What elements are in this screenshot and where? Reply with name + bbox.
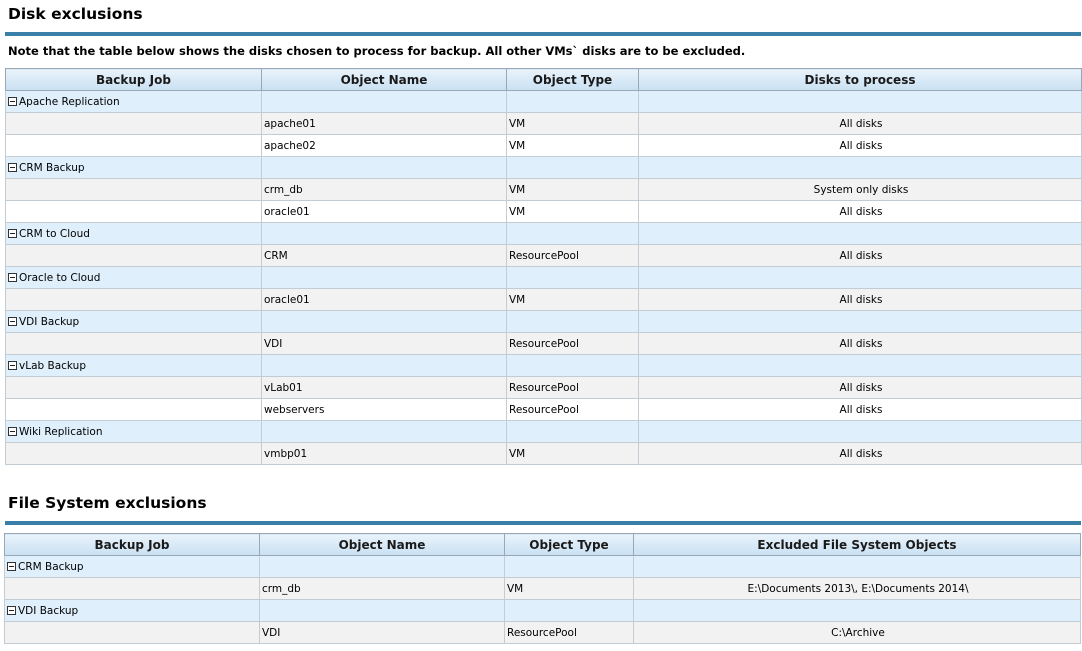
empty-cell	[6, 399, 262, 421]
value-cell: All disks	[639, 113, 1082, 135]
object-name-cell: crm_db	[262, 179, 507, 201]
empty-cell	[639, 157, 1082, 179]
file-system-exclusions-divider	[5, 521, 1081, 525]
group-job-cell	[6, 421, 262, 443]
table-row	[6, 399, 1082, 421]
empty-cell	[262, 223, 507, 245]
value-cell: All disks	[639, 377, 1082, 399]
value-cell: All disks	[639, 443, 1082, 465]
object-name-cell: oracle01	[262, 201, 507, 223]
column-header-object-type[interactable]: Object Type	[505, 534, 634, 556]
object-name-cell: vLab01	[262, 377, 507, 399]
object-type-cell: ResourcePool	[507, 245, 639, 267]
empty-cell	[505, 600, 634, 622]
empty-cell	[6, 135, 262, 157]
group-row	[6, 223, 1082, 245]
empty-cell	[639, 421, 1082, 443]
empty-cell	[6, 113, 262, 135]
empty-cell	[639, 267, 1082, 289]
object-type-cell: VM	[507, 443, 639, 465]
table-row	[6, 135, 1082, 157]
value-cell: All disks	[639, 399, 1082, 421]
collapse-minus-icon[interactable]	[8, 163, 17, 172]
column-header-object-name[interactable]: Object Name	[262, 69, 507, 91]
disk-exclusions-table	[5, 68, 1082, 465]
group-job-label: Oracle to Cloud	[19, 271, 101, 284]
object-name-cell: oracle01	[262, 289, 507, 311]
empty-cell	[262, 421, 507, 443]
empty-cell	[505, 556, 634, 578]
empty-cell	[260, 600, 505, 622]
table-row	[6, 201, 1082, 223]
object-name-cell: CRM	[262, 245, 507, 267]
value-cell: All disks	[639, 333, 1082, 355]
group-job-label: VDI Backup	[19, 315, 80, 328]
group-job-cell	[6, 157, 262, 179]
empty-cell	[262, 267, 507, 289]
table-row	[6, 333, 1082, 355]
object-type-cell: ResourcePool	[507, 377, 639, 399]
object-type-cell: VM	[507, 135, 639, 157]
table-row	[6, 289, 1082, 311]
value-cell: All disks	[639, 289, 1082, 311]
group-row	[6, 311, 1082, 333]
disk-exclusions-note: Note that the table below shows the disks chosen to process for backup. All other VMs` disks are to be excluded.	[8, 44, 746, 58]
object-name-cell: webservers	[262, 399, 507, 421]
table-row	[6, 179, 1082, 201]
empty-cell	[639, 223, 1082, 245]
value-cell: System only disks	[639, 179, 1082, 201]
value-cell: C:\Archive	[634, 622, 1081, 644]
empty-cell	[507, 311, 639, 333]
group-job-label: CRM Backup	[18, 560, 84, 573]
object-type-cell: VM	[507, 289, 639, 311]
object-name-cell: crm_db	[260, 578, 505, 600]
group-row	[6, 157, 1082, 179]
empty-cell	[5, 578, 260, 600]
collapse-minus-icon[interactable]	[8, 361, 17, 370]
column-header-object-type[interactable]: Object Type	[507, 69, 639, 91]
object-type-cell: VM	[507, 113, 639, 135]
object-name-cell: VDI	[262, 333, 507, 355]
column-header-excluded-objects[interactable]: Excluded File System Objects	[634, 534, 1081, 556]
empty-cell	[507, 157, 639, 179]
object-name-cell: VDI	[260, 622, 505, 644]
value-cell: All disks	[639, 201, 1082, 223]
object-name-cell: apache02	[262, 135, 507, 157]
group-job-cell	[6, 91, 262, 113]
collapse-minus-icon[interactable]	[8, 229, 17, 238]
empty-cell	[507, 355, 639, 377]
group-row	[6, 267, 1082, 289]
collapse-minus-icon[interactable]	[7, 606, 16, 615]
empty-cell	[507, 223, 639, 245]
empty-cell	[6, 179, 262, 201]
table-row	[6, 377, 1082, 399]
collapse-minus-icon[interactable]	[8, 97, 17, 106]
group-job-cell	[6, 355, 262, 377]
empty-cell	[6, 377, 262, 399]
empty-cell	[5, 622, 260, 644]
collapse-minus-icon[interactable]	[8, 273, 17, 282]
value-cell: All disks	[639, 245, 1082, 267]
group-job-cell	[5, 556, 260, 578]
disk-exclusions-title: Disk exclusions	[8, 5, 143, 23]
group-job-cell	[6, 311, 262, 333]
empty-cell	[262, 355, 507, 377]
object-name-cell: apache01	[262, 113, 507, 135]
empty-cell	[639, 91, 1082, 113]
empty-cell	[639, 311, 1082, 333]
table-row	[6, 245, 1082, 267]
group-row	[6, 421, 1082, 443]
collapse-minus-icon[interactable]	[7, 562, 16, 571]
column-header-backup-job[interactable]: Backup Job	[6, 69, 262, 91]
empty-cell	[6, 201, 262, 223]
object-type-cell: ResourcePool	[507, 333, 639, 355]
empty-cell	[262, 157, 507, 179]
group-job-cell	[6, 223, 262, 245]
object-type-cell: VM	[507, 201, 639, 223]
empty-cell	[262, 311, 507, 333]
table-row	[6, 113, 1082, 135]
file-system-exclusions-title: File System exclusions	[8, 494, 207, 512]
empty-cell	[639, 355, 1082, 377]
object-type-cell: VM	[507, 179, 639, 201]
group-job-label: CRM Backup	[19, 161, 85, 174]
empty-cell	[6, 245, 262, 267]
collapse-minus-icon[interactable]	[8, 427, 17, 436]
empty-cell	[507, 91, 639, 113]
object-type-cell: VM	[505, 578, 634, 600]
group-job-label: VDI Backup	[18, 604, 79, 617]
empty-cell	[260, 556, 505, 578]
file-system-exclusions-table	[4, 533, 1081, 644]
group-job-cell	[5, 600, 260, 622]
empty-cell	[6, 443, 262, 465]
group-row	[5, 600, 1081, 622]
disk-exclusions-divider	[5, 32, 1081, 36]
object-type-cell: ResourcePool	[505, 622, 634, 644]
empty-cell	[634, 556, 1081, 578]
table-row	[6, 443, 1082, 465]
empty-cell	[507, 267, 639, 289]
object-name-cell: vmbp01	[262, 443, 507, 465]
table-row	[5, 622, 1081, 644]
empty-cell	[262, 91, 507, 113]
empty-cell	[6, 289, 262, 311]
column-header-disks-to-process[interactable]: Disks to process	[639, 69, 1082, 91]
value-cell: All disks	[639, 135, 1082, 157]
group-job-label: Wiki Replication	[19, 425, 103, 438]
table-row	[5, 578, 1081, 600]
value-cell: E:\Documents 2013\, E:\Documents 2014\	[634, 578, 1081, 600]
group-job-cell	[6, 267, 262, 289]
object-type-cell: ResourcePool	[507, 399, 639, 421]
group-row	[5, 556, 1081, 578]
collapse-minus-icon[interactable]	[8, 317, 17, 326]
group-job-label: CRM to Cloud	[19, 227, 90, 240]
empty-cell	[6, 333, 262, 355]
group-row	[6, 355, 1082, 377]
column-header-object-name[interactable]: Object Name	[260, 534, 505, 556]
empty-cell	[507, 421, 639, 443]
group-row	[6, 91, 1082, 113]
column-header-backup-job[interactable]: Backup Job	[5, 534, 260, 556]
group-job-label: Apache Replication	[19, 95, 120, 108]
group-job-label: vLab Backup	[19, 359, 86, 372]
empty-cell	[634, 600, 1081, 622]
